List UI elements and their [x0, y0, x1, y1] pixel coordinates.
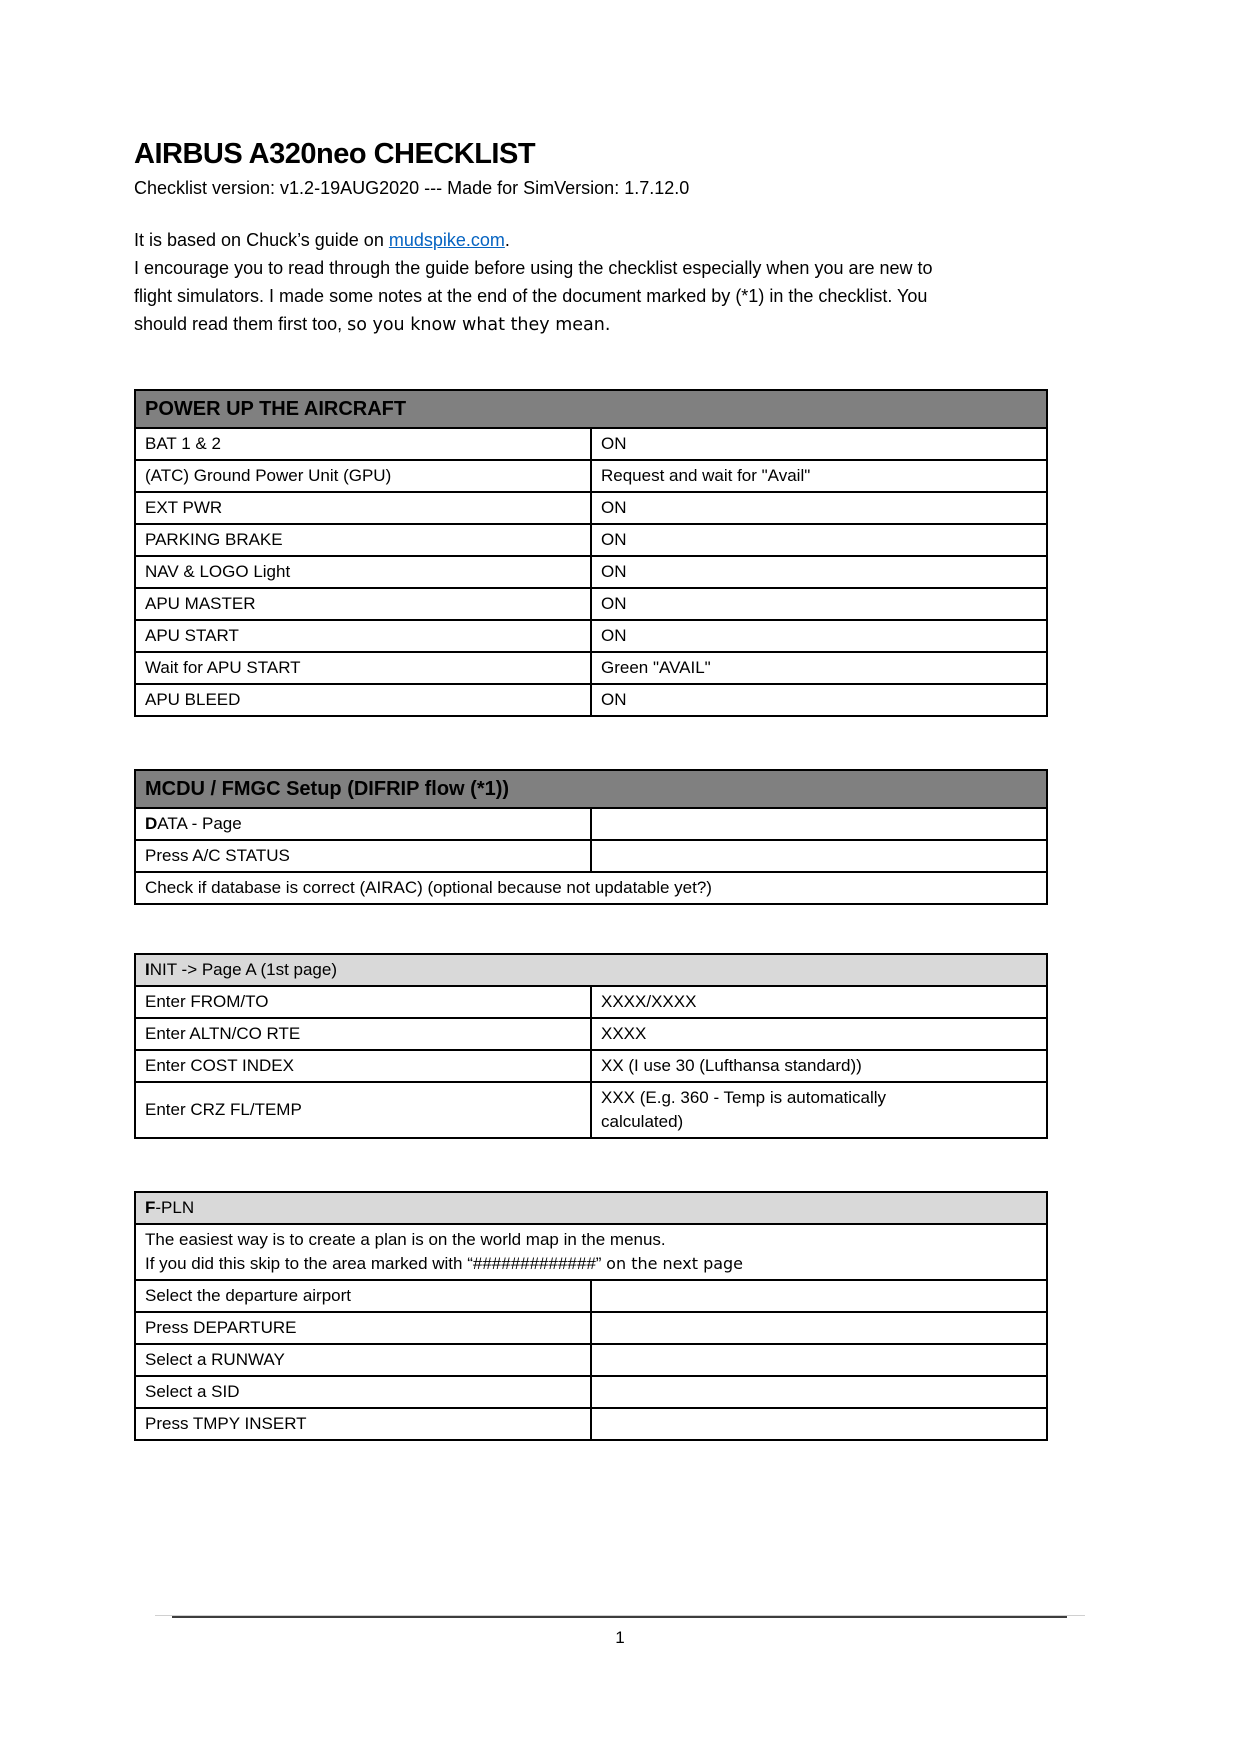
fpln-table — [134, 1191, 1048, 1441]
intro-paragraph — [134, 226, 1054, 339]
checklist-item-value — [591, 1344, 1047, 1376]
checklist-item-value: ON — [591, 492, 1047, 524]
table-row — [135, 1344, 1047, 1376]
checklist-item-label: (ATC) Ground Power Unit (GPU) — [135, 460, 591, 492]
checklist-item-label — [135, 840, 591, 872]
checklist-item-label: Select the departure airport — [135, 1280, 591, 1312]
intro-line-2: I encourage you to read through the guide before using the checklist especially when you are new to — [134, 258, 933, 278]
flow-letter: F — [145, 1198, 156, 1217]
fpln-header-row — [135, 1192, 1047, 1224]
note-line-1: The easiest way is to create a plan is on the world map in the menus. — [145, 1230, 666, 1249]
power-up-header-row — [135, 390, 1047, 428]
checklist-item-value: XXXX/XXXX — [591, 986, 1047, 1018]
checklist-item-value — [591, 1082, 1047, 1138]
checklist-item-value: ON — [591, 620, 1047, 652]
fpln-note — [135, 1224, 1047, 1280]
table-row — [135, 1280, 1047, 1312]
checklist-item-label: APU MASTER — [135, 588, 591, 620]
section-header — [135, 1192, 1047, 1224]
init-header-row — [135, 954, 1047, 986]
intro-line-1 — [134, 226, 1054, 254]
checklist-item-value — [591, 1408, 1047, 1440]
checklist-item-label: Enter ALTN/CO RTE — [135, 1018, 591, 1050]
table-row — [135, 1082, 1047, 1138]
checklist-item-value: ON — [591, 428, 1047, 460]
checklist-item-value: XX (I use 30 (Lufthansa standard)) — [591, 1050, 1047, 1082]
version-line: Checklist version: v1.2-19AUG2020 --- Made for SimVersion: 1.7.12.0 — [134, 178, 690, 198]
intro-line1-pre: It is based on Chuck’s guide on — [134, 230, 389, 250]
checklist-item-label: BAT 1 & 2 — [135, 428, 591, 460]
table-row — [135, 492, 1047, 524]
checklist-item-value: ON — [591, 556, 1047, 588]
table-row — [135, 1408, 1047, 1440]
note-line2-b: on the next page — [606, 1254, 744, 1273]
checklist-item-value: ON — [591, 588, 1047, 620]
table-row — [135, 1376, 1047, 1408]
mcdu-setup-table — [134, 769, 1048, 905]
checklist-item-label — [135, 808, 591, 840]
checklist-item-value — [591, 1312, 1047, 1344]
table-row — [135, 428, 1047, 460]
table-row — [135, 986, 1047, 1018]
checklist-item-value — [591, 840, 1047, 872]
checklist-item-value: Green "AVAIL" — [591, 652, 1047, 684]
label-rest: Press A/C STATUS — [145, 846, 290, 865]
flow-letter: D — [145, 814, 158, 833]
mudspike-link[interactable]: mudspike.com — [388, 230, 505, 250]
intro-line4-b: so you know what they mean. — [347, 315, 611, 335]
section-header: POWER UP THE AIRCRAFT — [135, 390, 1047, 428]
checklist-item-value: ON — [591, 524, 1047, 556]
table-row — [135, 684, 1047, 716]
intro-line-3: flight simulators. I made some notes at the end of the document marked by (*1) in the checklist. You — [134, 286, 928, 306]
table-row — [135, 808, 1047, 840]
mcdu-header-row — [135, 770, 1047, 808]
value-line-2: calculated) — [601, 1112, 684, 1131]
table-row — [135, 1224, 1047, 1280]
intro-line-4 — [134, 310, 1054, 339]
checklist-item-label: Enter CRZ FL/TEMP — [135, 1082, 591, 1138]
note-line-2 — [145, 1252, 1037, 1276]
label-rest: ATA - Page — [157, 814, 242, 833]
header-rest: NIT -> Page A (1st page) — [149, 960, 337, 979]
intro-line1-post: . — [504, 230, 510, 250]
table-row — [135, 620, 1047, 652]
table-row — [135, 1050, 1047, 1082]
checklist-item-label: NAV & LOGO Light — [135, 556, 591, 588]
checklist-item-label: Enter FROM/TO — [135, 986, 591, 1018]
footer-rule — [172, 1616, 1067, 1618]
intro-line4-a: should read them first too, — [134, 314, 348, 334]
checklist-item-label: Select a SID — [135, 1376, 591, 1408]
table-row — [135, 460, 1047, 492]
note-line2-a: If you did this skip to the area marked with “#############” — [145, 1254, 607, 1273]
checklist-item-value — [591, 1280, 1047, 1312]
checklist-item-label: Enter COST INDEX — [135, 1050, 591, 1082]
checklist-item-label: Press TMPY INSERT — [135, 1408, 591, 1440]
table-row — [135, 652, 1047, 684]
table-row — [135, 556, 1047, 588]
checklist-item-value: ON — [591, 684, 1047, 716]
checklist-item-value — [591, 808, 1047, 840]
table-row — [135, 1018, 1047, 1050]
flow-letter: I — [145, 960, 150, 979]
checklist-item-value: Request and wait for "Avail" — [591, 460, 1047, 492]
checklist-item-label: APU BLEED — [135, 684, 591, 716]
checklist-item-label: Press DEPARTURE — [135, 1312, 591, 1344]
table-row — [135, 872, 1047, 904]
checklist-item-value — [591, 1376, 1047, 1408]
table-row — [135, 524, 1047, 556]
page-title: AIRBUS A320neo CHECKLIST — [134, 138, 536, 170]
table-row — [135, 588, 1047, 620]
page-number: 1 — [615, 1628, 625, 1647]
table-row — [135, 840, 1047, 872]
table-row — [135, 1312, 1047, 1344]
value-line-1: XXX (E.g. 360 - Temp is automatically — [601, 1088, 887, 1107]
checklist-item-label: PARKING BRAKE — [135, 524, 591, 556]
power-up-table — [134, 389, 1048, 717]
checklist-item-label: EXT PWR — [135, 492, 591, 524]
checklist-item-value: XXXX — [591, 1018, 1047, 1050]
section-header — [135, 954, 1047, 986]
checklist-item-label: Wait for APU START — [135, 652, 591, 684]
checklist-item-label: Select a RUNWAY — [135, 1344, 591, 1376]
header-rest: -PLN — [155, 1198, 195, 1217]
checklist-fullwidth-note: Check if database is correct (AIRAC) (optional because not updatable yet?) — [135, 872, 1047, 904]
checklist-item-label: APU START — [135, 620, 591, 652]
init-page-a-table — [134, 953, 1048, 1139]
section-header: MCDU / FMGC Setup (DIFRIP flow (*1)) — [135, 770, 1047, 808]
